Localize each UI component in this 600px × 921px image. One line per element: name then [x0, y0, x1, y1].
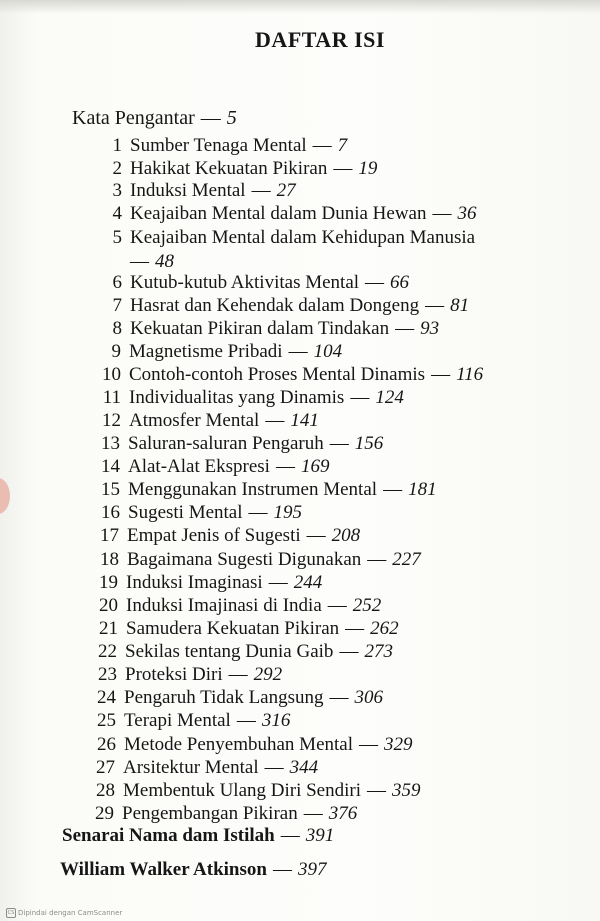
toc-entry-page: 195 — [273, 502, 303, 523]
scanner-watermark-text: Dipindai dengan CamScanner — [18, 909, 123, 917]
toc-entry-text — [124, 709, 290, 733]
toc-entry-number: 21 — [99, 618, 118, 639]
toc-entry-text — [126, 571, 322, 595]
toc-dash: — — [288, 341, 308, 362]
toc-entry-page: 227 — [392, 549, 421, 570]
thumb-shadow — [0, 478, 10, 514]
toc-dash: — — [275, 456, 295, 477]
toc-entry-number: 1 — [112, 135, 122, 156]
toc-entry-page: 93 — [420, 318, 440, 339]
toc-entry-title: Terapi Mental — [124, 710, 231, 731]
toc-entry-title: Sugesti Mental — [128, 502, 243, 523]
toc-entry-number: 9 — [111, 341, 121, 362]
toc-entry-page: 169 — [300, 456, 330, 477]
toc-entry-number: 2 — [112, 158, 122, 179]
toc-entry-page: 81 — [450, 295, 470, 316]
toc-entry-page: 252 — [352, 595, 382, 616]
toc-dash: — — [327, 595, 347, 616]
toc-entry-text — [129, 363, 483, 387]
toc-entry-title: Hasrat dan Kehendak dalam Dongeng — [130, 295, 420, 316]
toc-dash: — — [236, 710, 256, 731]
toc-entry-page: 292 — [253, 664, 283, 685]
toc-dash: — — [367, 549, 387, 570]
toc-entry-number: 5 — [112, 227, 122, 248]
toc-entry-page: 36 — [457, 203, 477, 224]
toc-dash: — — [383, 479, 403, 500]
toc-entry-number: 3 — [112, 180, 122, 201]
toc-entry-page: 156 — [354, 433, 384, 454]
toc-dash: — — [432, 203, 452, 224]
toc-entry-page: 359 — [392, 780, 421, 801]
toc-entry-page: 344 — [289, 757, 319, 778]
toc-back-matter-title: William Walker Atkinson — [60, 859, 267, 880]
toc-dash: — — [359, 734, 379, 755]
toc-entry-text — [126, 594, 381, 618]
toc-entry-text — [124, 686, 383, 710]
toc-back-matter — [62, 824, 334, 848]
toc-entry-page: 104 — [313, 341, 343, 362]
toc-entry-text — [129, 340, 342, 364]
toc-dash: — — [431, 364, 451, 385]
toc-dash: — — [248, 502, 268, 523]
toc-entry-text — [128, 501, 302, 525]
toc-entry-page: 306 — [354, 687, 383, 708]
toc-back-matter-page: 391 — [305, 825, 335, 846]
toc-entry-text — [129, 409, 319, 433]
toc-entry-text — [130, 317, 439, 341]
toc-entry-page: 316 — [261, 710, 291, 731]
toc-entry-number: 17 — [100, 525, 119, 546]
toc-entry-title: Individualitas yang Dinamis — [129, 387, 345, 408]
toc-entry-page: 262 — [370, 618, 399, 639]
toc-entry-text — [130, 226, 475, 274]
toc-entry-title: Atmosfer Mental — [129, 410, 260, 431]
toc-dash: — — [265, 410, 285, 431]
toc-entry-title: Bagaimana Sugesti Digunakan — [127, 549, 362, 570]
toc-entry-title: Arsitektur Mental — [123, 757, 259, 778]
toc-preface-text: Kata Pengantar — [72, 107, 195, 129]
toc-entry-page: 124 — [375, 387, 404, 408]
toc-entry-title: Induksi Imaginasi — [126, 572, 263, 593]
toc-entry-page: 116 — [456, 364, 484, 385]
toc-dash: — — [395, 318, 415, 339]
toc-entry-title: Keajaiban Mental dalam Kehidupan Manusia — [130, 227, 476, 248]
toc-entry-title: Membentuk Ulang Diri Sendiri — [123, 780, 361, 801]
toc-dash: — — [329, 433, 349, 454]
toc-entry-text — [130, 134, 347, 158]
toc-entry-title: Samudera Kekuatan Pikiran — [126, 618, 340, 639]
toc-entry-page: 7 — [337, 135, 348, 156]
toc-dash: — — [303, 803, 323, 824]
toc-preface-page: 5 — [226, 107, 237, 129]
toc-dash: — — [350, 387, 370, 408]
toc-preface — [72, 106, 237, 130]
toc-entry-page: 141 — [290, 410, 319, 431]
toc-entry-number: 8 — [112, 318, 122, 339]
toc-entry-number: 10 — [102, 364, 121, 385]
toc-entry-text — [128, 432, 383, 456]
toc-dash: — — [339, 641, 359, 662]
toc-entry-number: 19 — [99, 572, 118, 593]
toc-entry-number: 18 — [100, 549, 119, 570]
toc-entry-page: 48 — [155, 251, 174, 272]
toc-entry-number: 28 — [96, 780, 115, 801]
toc-entry-text — [130, 157, 377, 181]
toc-entry-title: Alat-Alat Ekspresi — [128, 456, 270, 477]
toc-dash: — — [329, 687, 349, 708]
toc-entry-title: Induksi Imajinasi di India — [126, 595, 322, 616]
toc-entry-page: 66 — [390, 272, 410, 293]
toc-entry-number: 14 — [101, 456, 120, 477]
toc-entry-number: 27 — [96, 757, 115, 778]
toc-entry-number: 26 — [97, 734, 116, 755]
toc-dash: — — [228, 664, 248, 685]
toc-entry-title: Keajaiban Mental dalam Dunia Hewan — [130, 203, 427, 224]
scanner-watermark — [6, 908, 122, 918]
toc-dash: — — [345, 618, 365, 639]
toc-entry-page: 376 — [328, 803, 358, 824]
toc-dash: — — [367, 780, 386, 801]
toc-entry-page: 273 — [364, 641, 393, 662]
toc-entry-text — [123, 779, 421, 803]
toc-entry-page: 329 — [384, 734, 413, 755]
toc-entry-text — [126, 617, 399, 641]
toc-entry-number: 22 — [98, 641, 117, 662]
toc-back-matter — [60, 858, 326, 882]
toc-entry-number: 11 — [102, 387, 121, 408]
toc-entry-page: 19 — [358, 158, 378, 179]
toc-entry-number: 12 — [102, 410, 121, 431]
toc-entry-number: 24 — [97, 687, 116, 708]
toc-entry-number: 6 — [112, 272, 122, 293]
page-title: DAFTAR ISI — [255, 27, 385, 52]
toc-entry-title: Proteksi Diri — [125, 664, 223, 685]
toc-entry-number: 16 — [101, 502, 120, 523]
toc-entry-number: 25 — [97, 710, 116, 731]
toc-entry-page: 208 — [331, 525, 361, 546]
toc-entry-title: Menggunakan Instrumen Mental — [128, 479, 378, 500]
toc-dash: — — [251, 180, 271, 201]
toc-dash: — — [306, 525, 326, 546]
toc-entry-number: 23 — [98, 664, 117, 685]
toc-entry-title: Pengembangan Pikiran — [122, 803, 298, 824]
toc-entry-page: 181 — [408, 479, 437, 500]
toc-entry-title: Kutub-kutub Aktivitas Mental — [130, 272, 360, 293]
toc-entry-title: Induksi Mental — [130, 180, 246, 201]
toc-entry-title: Contoh-contoh Proses Mental Dinamis — [129, 364, 426, 385]
toc-dash: — — [130, 251, 149, 272]
toc-entry-page: 244 — [293, 572, 323, 593]
toc-entry-text — [130, 202, 477, 226]
toc-entry-number: 4 — [112, 203, 122, 224]
toc-dash: — — [280, 825, 300, 846]
toc-dash: — — [333, 158, 353, 179]
toc-entry-text — [130, 179, 296, 203]
toc-entry-page: 27 — [276, 180, 296, 201]
toc-entry-title: Magnetisme Pribadi — [129, 341, 283, 362]
toc-entry-number: 29 — [95, 803, 114, 824]
toc-entry-text — [127, 524, 360, 548]
toc-entry-title: Pengaruh Tidak Langsung — [124, 687, 324, 708]
toc-entry-title: Kekuatan Pikiran dalam Tindakan — [130, 318, 390, 339]
toc-entry-title: Sekilas tentang Dunia Gaib — [125, 641, 334, 662]
toc-dash: — — [425, 295, 445, 316]
toc-entry-text — [129, 386, 404, 410]
toc-entry-text — [130, 294, 469, 318]
toc-dash: — — [365, 272, 385, 293]
toc-entry-text — [123, 756, 318, 780]
toc-dash: — — [312, 135, 332, 156]
toc-entry-number: 15 — [101, 479, 120, 500]
toc-entry-number: 13 — [101, 433, 120, 454]
camscanner-icon: CS — [7, 910, 15, 916]
toc-entry-text — [125, 663, 282, 687]
toc-entry-title: Metode Penyembuhan Mental — [124, 734, 354, 755]
toc-entry-text — [124, 733, 413, 757]
toc-entry-text — [127, 548, 421, 572]
toc-back-matter-page: 397 — [297, 859, 327, 880]
toc-entry-number: 20 — [99, 595, 118, 616]
page-top-shadow — [0, 0, 600, 14]
toc-entry-title: Sumber Tenaga Mental — [130, 135, 307, 156]
toc-entry-title: Saluran-saluran Pengaruh — [128, 433, 324, 454]
toc-entry-text — [130, 271, 409, 295]
toc-entry-text — [128, 455, 329, 479]
toc-dash: — — [268, 572, 288, 593]
toc-entry-text — [128, 478, 437, 502]
toc-back-matter-title: Senarai Nama dam Istilah — [62, 825, 275, 846]
toc-entry-text — [125, 640, 393, 664]
toc-dash: — — [264, 757, 284, 778]
toc-entry-text — [122, 802, 357, 826]
toc-dash: — — [272, 859, 292, 880]
toc-entry-title: Empat Jenis of Sugesti — [127, 525, 301, 546]
toc-dash: — — [200, 107, 221, 129]
toc-entry-number: 7 — [112, 295, 122, 316]
toc-entry-title: Hakikat Kekuatan Pikiran — [130, 158, 328, 179]
